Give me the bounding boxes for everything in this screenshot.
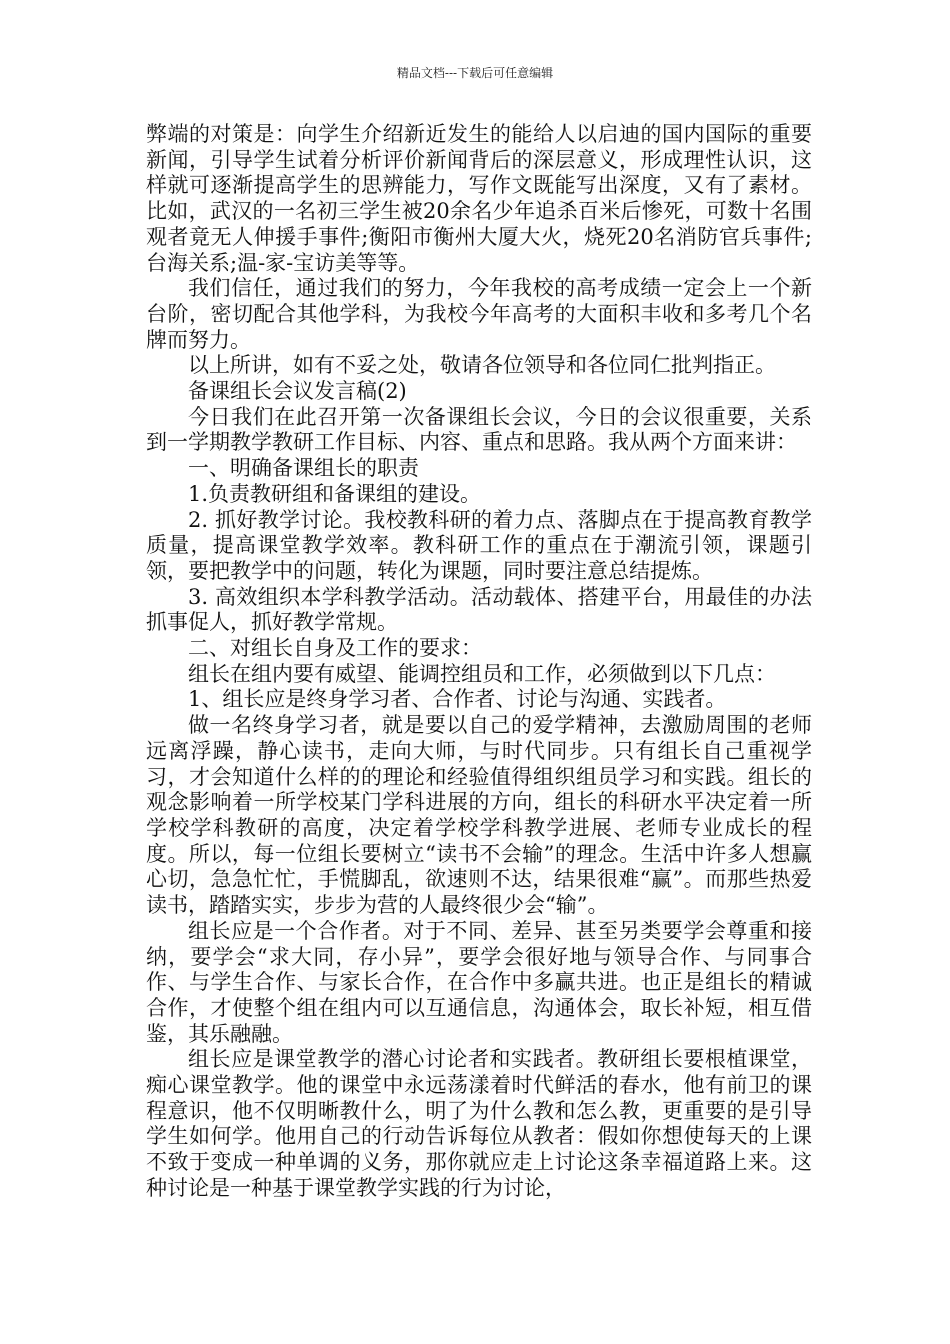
paragraph: 组长在组内要有威望、能调控组员和工作，必须做到以下几点：: [188, 661, 776, 686]
paragraph: 2. 抓好教学讨论。我校教科研的着力点、落脚点在于提高教育教学质量，提高课堂教学效率。教科研工作的重点在于潮流引领，课题引领，要把教学中的问题，转化为课题，同时要注意总结提炼。: [146, 507, 812, 583]
paragraph: 1.负责教研组和备课组的建设。: [188, 481, 482, 506]
paragraph: 弊端的对策是：向学生介绍新近发生的能给人以启迪的国内国际的重要新闻，引导学生试着分析评价新闻背后的深层意义，形成理性认识，这样就可逐渐提高学生的思辨能力，写作文既能写出深度，又有了素材。比如，武汉的一名初三学生被20余名少年追杀百米后惨死，可数十名围观者竟无人伸援手事件;衡阳市衡州大厦大火，烧死20名消防官兵事件;台海关系;温-家-宝访美等等。: [146, 122, 812, 275]
paragraph: 3. 高效组织本学科教学活动。活动载体、搭建平台，用最佳的办法抓事促人，抓好教学常规。: [146, 584, 812, 635]
document-body: [146, 122, 812, 1202]
paragraph: 二、对组长自身及工作的要求：: [188, 636, 482, 661]
paragraph: 今日我们在此召开第一次备课组长会议，今日的会议很重要，关系到一学期教学教研工作目标、内容、重点和思路。我从两个方面来讲：: [146, 404, 812, 455]
paragraph: 一、明确备课组长的职责: [188, 456, 419, 481]
paragraph: 做一名终身学习者，就是要以自己的爱学精神，去激励周围的老师远离浮躁，静心读书，走向大师，与时代同步。只有组长自己重视学习，才会知道什么样的的理论和经验值得组织组员学习和实践。组长的观念影响着一所学校某门学科进展的方向，组长的科研水平决定着一所学校学科教研的高度，决定着学校学科教学进展、老师专业成长的程度。所以，每一位组长要树立“读书不会输”的理念。生活中许多人想赢心切，急急忙忙，手慌脚乱，欲速则不达，结果很难“赢”。而那些热爱读书，踏踏实实，步步为营的人最终很少会“输”。: [146, 713, 812, 918]
paragraph: 1、组长应是终身学习者、合作者、讨论与沟通、实践者。: [188, 687, 727, 712]
paragraph: 我们信任，通过我们的努力，今年我校的高考成绩一定会上一个新台阶，密切配合其他学科，为我校今年高考的大面积丰收和多考几个名牌而努力。: [146, 276, 812, 352]
paragraph: 组长应是课堂教学的潜心讨论者和实践者。教研组长要根植课堂，痴心课堂教学。他的课堂中永远荡漾着时代鲜活的春水，他有前卫的课程意识，他不仅明晰教什么，明了为什么教和怎么教，更重要的是引导学生如何学。他用自己的行动告诉每位从教者：假如你想使每天的上课不致于变成一种单调的义务，那你就应走上讨论这条幸福道路上来。这种讨论是一种基于课堂教学实践的行为讨论，: [146, 1047, 812, 1200]
paragraph: 备课组长会议发言稿(2): [188, 379, 407, 404]
paragraph: 组长应是一个合作者。对于不同、差异、甚至另类要学会尊重和接纳，要学会“求大同，存小异”，要学会很好地与领导合作、与同事合作、与学生合作、与家长合作，在合作中多赢共进。也正是组长的精诚合作，才使整个组在组内可以互通信息，沟通体会，取长补短，相互借鉴，其乐融融。: [146, 918, 812, 1046]
paragraph: 以上所讲，如有不妥之处，敬请各位领导和各位同仁批判指正。: [188, 353, 776, 378]
page-header: 精品文档---下载后可任意编辑: [396, 66, 554, 80]
